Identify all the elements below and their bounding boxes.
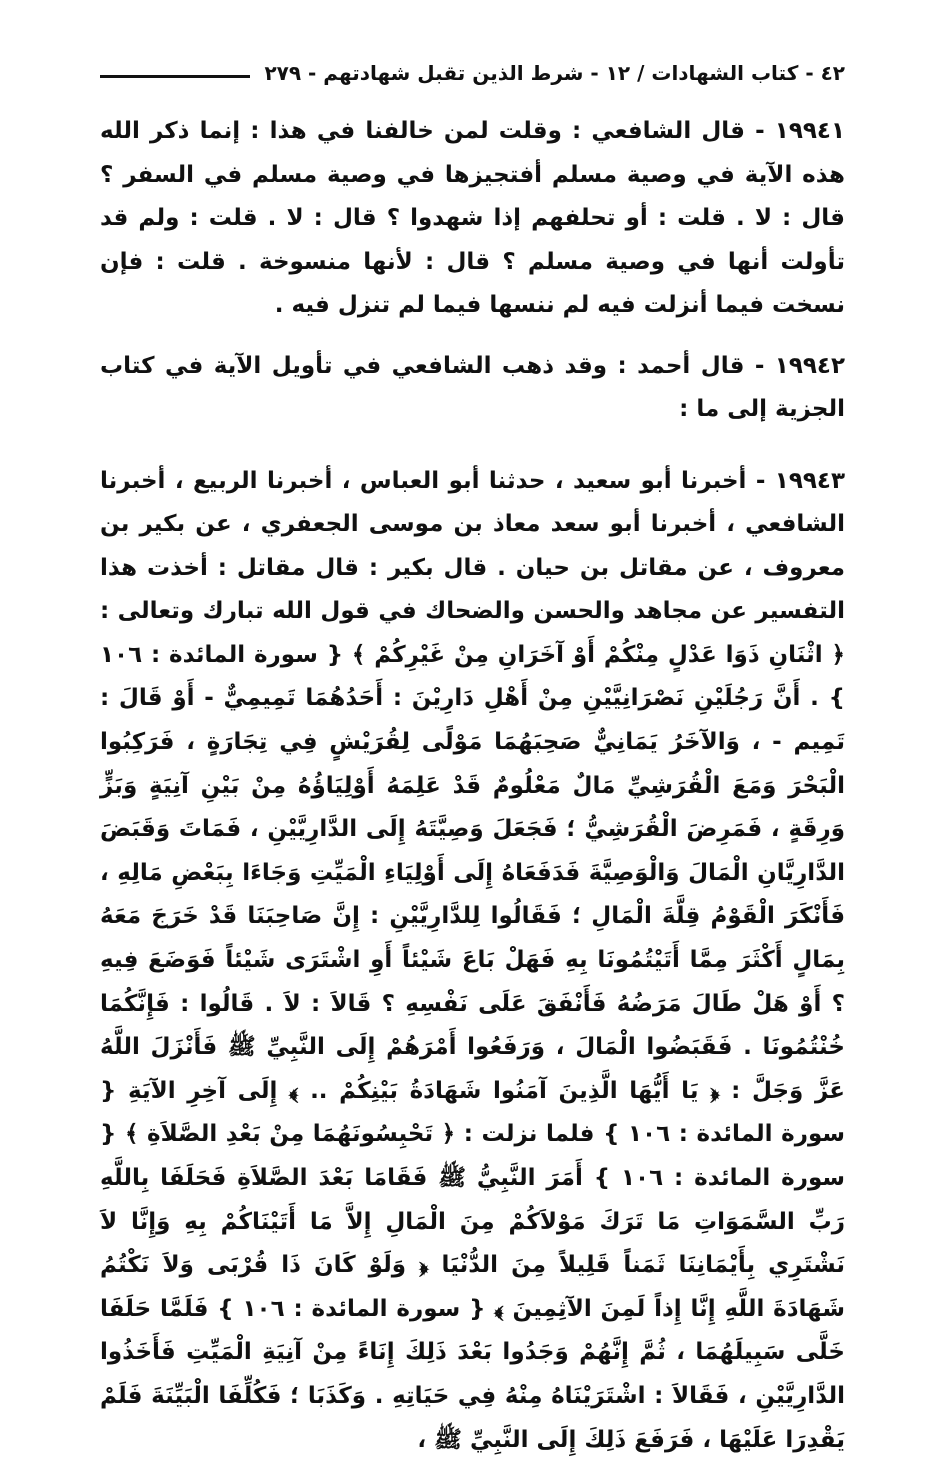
paragraph-19942 (100, 345, 845, 432)
paragraph-19943 (100, 460, 845, 1462)
paragraph-text: - قال الشافعي : وقلت لمن خالفنا في هذا : إنما ذكر الله هذه الآية في وصية مسلم أفتجيزها في وصية مسلم في السفر ؟ قال : لا . قلت : أو تحلفهم إذا شهدوا ؟ قال : لا . قلت : ولم قد تأولت أنها في وصية مسلم ؟ قال : لأنها منسوخة . قلت : فإن نسخت فيما أنزلت فيه لم ننسها فيما لم تنزل فيه . (100, 118, 845, 318)
header-rule (100, 75, 250, 78)
running-header (100, 50, 845, 96)
paragraph-text: - أخبرنا أبو سعيد ، حدثنا أبو العباس ، أخبرنا الربيع ، أخبرنا الشافعي ، أخبرنا أبو سعد معاذ بن موسى الجعفري ، عن بكير بن معروف ، عن مقاتل بن حيان . قال بكير : قال مقاتل : أخذت هذا التفسير عن مجاهد والحسن والضحاك في قول الله تبارك وتعالى : ﴿ اثْنَانِ ذَوَا عَدْلٍ مِنْكُمْ أَوْ آخَرَانِ مِنْ غَيْرِكُمْ ﴾ { سورة المائدة : ١٠٦ } . أَنَّ رَجُلَيْنِ نَصْرَانِيَّيْنِ مِنْ أَهْلِ دَارِيْنَ : أَحَدُهُمَا تَمِيمِيٌّ - أَوْ قَالَ : تَمِيم - ، وَالآخَرُ يَمَانِيٌّ صَحِبَهُمَا مَوْلًى لِقُرَيْشٍ فِي تِجَارَةٍ ، فَرَكِبُوا الْبَحْرَ وَمَعَ الْقُرَشِيِّ مَالٌ مَعْلُومٌ قَدْ عَلِمَهُ أَوْلِيَاؤُهُ مِنْ بَيْنِ آنِيَةٍ وَبَزٍّ وَرِقَةٍ ، فَمَرِضَ الْقُرَشِيُّ ؛ فَجَعَلَ وَصِيَّتَهُ إِلَى الدَّارِيَّيْنِ ، فَمَاتَ وَقَبَضَ الدَّارِيَّانِ الْمَالَ وَالْوَصِيَّةَ فَدَفَعَاهُ إِلَى أَوْلِيَاءِ الْمَيِّتِ وَجَاءَا بِبَعْضِ مَالِهِ ، فَأَنْكَرَ الْقَوْمُ قِلَّةَ الْمَالِ ؛ فَقَالُوا لِلدَّارِيَّيْنِ : إِنَّ صَاحِبَنَا قَدْ خَرَجَ مَعَهُ بِمَالٍ أَكْثَرَ مِمَّا أَتَيْتُمُونَا بِهِ فَهَلْ بَاعَ شَيْئاً أَوِ اشْتَرَى شَيْئاً فَوَضَعَ فِيهِ ؟ أَوْ هَلْ طَالَ مَرَضُهُ فَأَنْفَقَ عَلَى نَفْسِهِ ؟ قَالاَ : لاَ . قَالُوا : فَإِنَّكُمَا خُنْتُمُونَا . فَقَبَضُوا الْمَالَ ، وَرَفَعُوا أَمْرَهُمْ إِلَى النَّبِيِّ ﷺ فَأَنْزَلَ اللَّهُ عَزَّ وَجَلَّ : ﴿ يَا أَيُّهَا الَّذِينَ آمَنُوا شَهَادَةُ بَيْنِكُمْ .. ﴾ إِلَى آخِرِ الآيَةِ { سورة المائدة : ١٠٦ } فلما نزلت : ﴿ تَحْبِسُونَهُمَا مِنْ بَعْدِ الصَّلاَةِ ﴾ { سورة المائدة : ١٠٦ } أَمَرَ النَّبِيُّ ﷺ فَقَامَا بَعْدَ الصَّلاَةِ فَحَلَفَا بِاللَّهِ رَبِّ السَّمَوَاتِ مَا تَرَكَ مَوْلاَكُمْ مِنَ الْمَالِ إِلاَّ مَا أَتَيْنَاكُمْ بِهِ وَإِنَّا لاَ نَشْتَرِي بِأَيْمَانِنَا ثَمَناً قَلِيلاً مِنَ الدُّنْيَا ﴿ وَلَوْ كَانَ ذَا قُرْبَى وَلاَ نَكْتُمُ شَهَادَةَ اللَّهِ إِنَّا إِذاً لَمِنَ الآثِمِينَ ﴾ { سورة المائدة : ١٠٦ } فَلَمَّا حَلَفَا خَلَّى سَبِيلَهُمَا ، ثُمَّ إِنَّهُمْ وَجَدُوا بَعْدَ ذَلِكَ إِنَاءً مِنْ آنِيَةِ الْمَيِّتِ فَأَخَذُوا الدَّارِيَّيْنِ ، فَقَالاَ : اشْتَرَيْنَاهُ مِنْهُ فِي حَيَاتِهِ . وَكَذَبَا ؛ فَكُلِّفَا الْبَيِّنَةَ فَلَمْ يَقْدِرَا عَلَيْهَا ، فَرَفَعَ ذَلِكَ إِلَى النَّبِيِّ ﷺ ، (100, 468, 845, 1453)
book-page (100, 50, 845, 1340)
page-body (100, 110, 845, 1462)
paragraph-number: ١٩٩٤١ (775, 118, 845, 144)
paragraph-19941 (100, 110, 845, 328)
running-head-text: ٤٢ - كتاب الشهادات / ١٢ - شرط الذين تقبل شهادتهم - ٢٧٩ (264, 50, 845, 96)
paragraph-number: ١٩٩٤٢ (775, 353, 845, 379)
paragraph-number: ١٩٩٤٣ (775, 468, 845, 494)
paragraph-text: - قال أحمد : وقد ذهب الشافعي في تأويل الآية في كتاب الجزية إلى ما : (100, 353, 845, 423)
